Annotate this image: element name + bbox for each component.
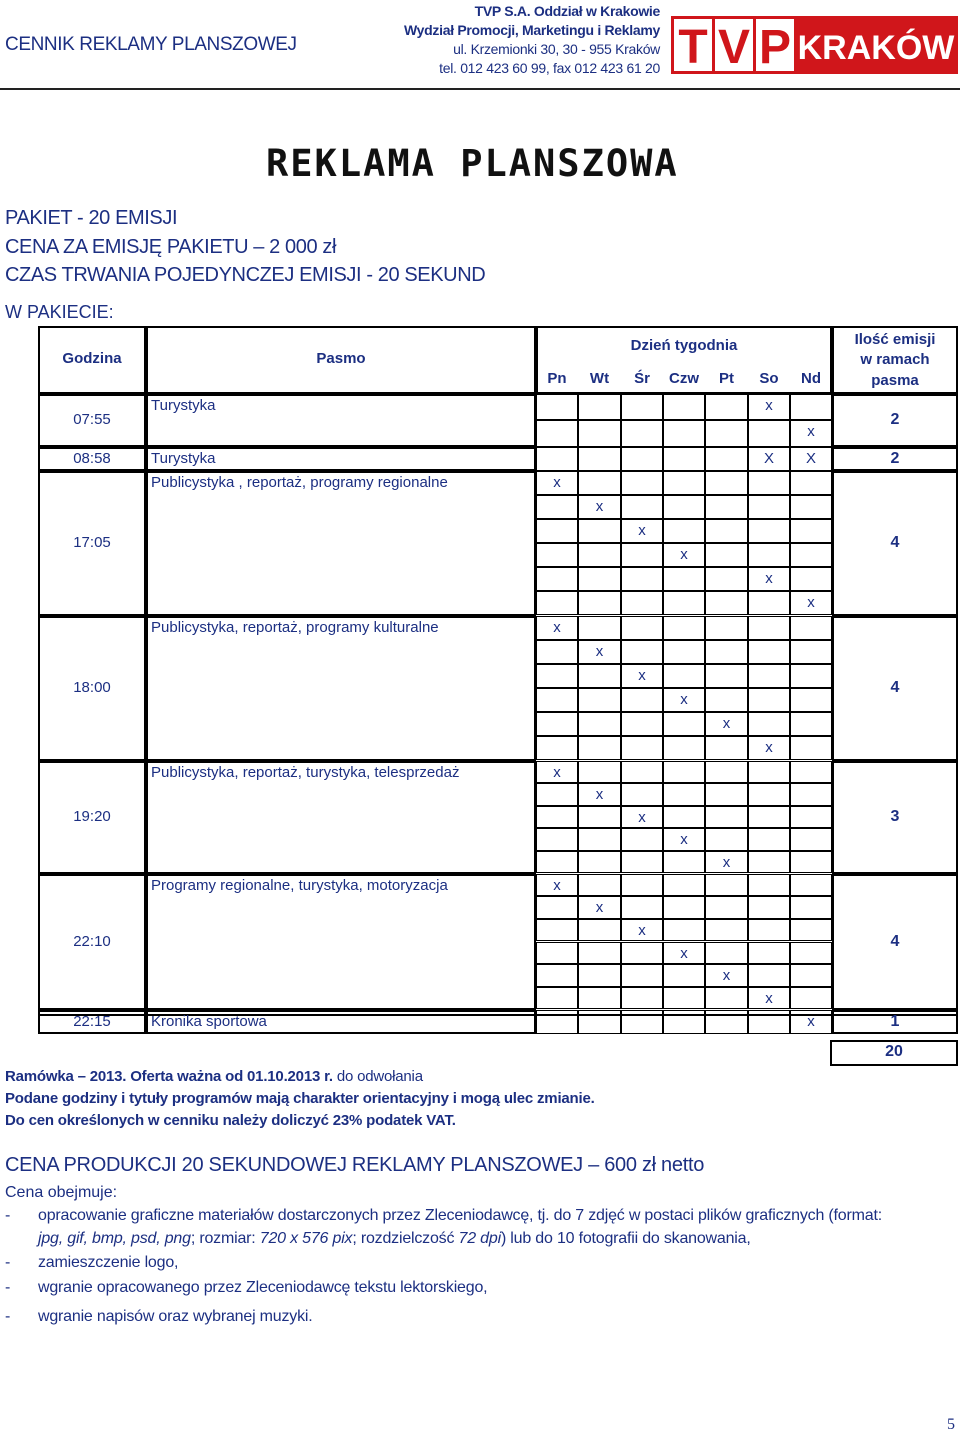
emission-mark: x <box>722 715 731 733</box>
day-cell <box>748 471 790 495</box>
production-item-graphics-text: opracowanie graficzne materiałów dostarczonych przez Zleceniodawcę, tj. do 7 zdjęć w postaci plików graficznych (format: <box>38 1207 882 1224</box>
day-cell <box>705 495 748 519</box>
day-cell <box>705 783 748 806</box>
day-cell <box>663 783 705 806</box>
day-cell <box>663 495 705 519</box>
day-cell <box>663 896 705 919</box>
package-emissions: PAKIET - 20 EMISJI <box>5 207 178 229</box>
emission-mark: x <box>638 808 646 826</box>
day-cell <box>790 828 832 851</box>
day-cell <box>748 543 790 567</box>
day-cell <box>621 591 663 615</box>
day-cell <box>578 919 621 942</box>
day-cell <box>536 806 578 829</box>
day-cell <box>536 394 578 420</box>
day-cell <box>748 851 790 874</box>
emission-count: 2 <box>890 411 900 429</box>
day-cell <box>578 471 621 495</box>
day-label: Wt <box>589 370 610 387</box>
band-label: Kronika sportowa <box>151 1012 267 1030</box>
day-cell <box>705 616 748 640</box>
day-cell <box>705 828 748 851</box>
production-includes-label: Cena obejmuje: <box>5 1184 118 1201</box>
day-cell <box>536 1010 578 1034</box>
day-cell <box>705 567 748 591</box>
day-cell <box>663 761 705 784</box>
total-value: 20 <box>885 1043 903 1060</box>
day-cell <box>790 874 832 897</box>
day-cell <box>748 761 790 784</box>
day-cell <box>536 828 578 851</box>
emission-mark: x <box>680 831 688 849</box>
day-cell <box>578 420 621 446</box>
day-cell <box>748 420 790 446</box>
day-cell <box>663 919 705 942</box>
emission-mark: x <box>553 763 561 781</box>
production-item-logo: - zamieszczenie logo, <box>5 1254 179 1271</box>
day-cell <box>790 896 832 919</box>
day-cell <box>663 471 705 495</box>
emission-count: 4 <box>890 932 900 950</box>
day-cell <box>621 736 663 760</box>
day-cell <box>705 896 748 919</box>
day-cell <box>790 736 832 760</box>
day-cell <box>621 495 663 519</box>
emission-count: 2 <box>890 449 900 467</box>
emission-mark: x <box>595 497 604 515</box>
day-cell <box>621 828 663 851</box>
day-cell <box>621 712 663 736</box>
band-cell <box>146 616 536 761</box>
band-cell <box>146 471 536 616</box>
day-cell <box>705 447 748 471</box>
svg-text:T: T <box>678 21 708 74</box>
emission-mark: x <box>765 989 773 1007</box>
hour-value: 22:15 <box>73 1012 111 1030</box>
day-cell <box>705 874 748 897</box>
day-cell <box>536 987 578 1010</box>
offer-validity-main: Ramówka – 2013. Oferta ważna od 01.10.2013 r. <box>5 1068 333 1085</box>
hour-value: 08:58 <box>73 449 111 467</box>
emission-count: 4 <box>890 679 900 696</box>
band-label: Publicystyka, reportaż, turystyka, telesprzedaż <box>151 763 460 781</box>
day-cell <box>621 420 663 446</box>
emission-mark: x <box>807 1012 815 1030</box>
emission-mark: x <box>553 618 561 636</box>
band-label: Publicystyka , reportaż, programy regionalne <box>151 473 448 491</box>
emission-mark: X <box>805 449 816 467</box>
in-package-label: W PAKIECIE: <box>5 302 114 322</box>
emission-mark: x <box>807 594 815 612</box>
day-cell <box>748 828 790 851</box>
hour-value: 18:00 <box>73 679 111 696</box>
day-cell <box>663 664 705 688</box>
day-cell <box>621 964 663 987</box>
day-cell <box>621 942 663 965</box>
day-cell <box>748 783 790 806</box>
emission-mark: x <box>638 921 646 939</box>
day-cell <box>663 712 705 736</box>
day-cell <box>536 447 578 471</box>
day-cell <box>790 806 832 829</box>
day-cell <box>578 664 621 688</box>
emission-mark: x <box>765 739 773 757</box>
day-cell <box>578 616 621 640</box>
day-cell <box>663 1010 705 1034</box>
day-cell <box>663 851 705 874</box>
day-cell <box>578 447 621 471</box>
hour-value: 19:20 <box>73 808 111 825</box>
day-cell <box>663 420 705 446</box>
day-cell <box>536 495 578 519</box>
day-cell <box>790 495 832 519</box>
emission-count: 3 <box>890 808 900 825</box>
day-cell <box>578 942 621 965</box>
emission-mark: x <box>765 570 773 588</box>
day-cell <box>790 394 832 420</box>
day-cell <box>705 1010 748 1034</box>
day-cell <box>748 1010 790 1034</box>
day-cell <box>578 394 621 420</box>
day-cell <box>536 712 578 736</box>
header-count-line1: Ilość emisji <box>854 331 936 348</box>
day-cell <box>578 519 621 543</box>
header-band: Pasmo <box>316 350 366 367</box>
day-cell <box>621 761 663 784</box>
production-price-title: CENA PRODUKCJI 20 SEKUNDOWEJ REKLAMY PLANSZOWEJ – 600 zł netto <box>5 1154 705 1176</box>
day-cell <box>536 851 578 874</box>
band-cell <box>146 874 536 1010</box>
company-phone: tel. 012 423 60 99, fax 012 423 61 20 <box>439 60 660 76</box>
emission-count: 1 <box>890 1012 900 1030</box>
day-cell <box>578 712 621 736</box>
day-cell <box>790 471 832 495</box>
day-cell <box>578 688 621 712</box>
day-cell <box>621 394 663 420</box>
day-cell <box>536 942 578 965</box>
day-cell <box>748 964 790 987</box>
day-cell <box>578 964 621 987</box>
day-cell <box>790 712 832 736</box>
emission-mark: x <box>595 786 604 804</box>
day-cell <box>748 616 790 640</box>
emission-mark: x <box>638 521 646 539</box>
day-cell <box>790 640 832 664</box>
day-cell <box>536 519 578 543</box>
emission-mark: x <box>680 944 688 962</box>
day-cell <box>748 519 790 543</box>
day-cell <box>705 736 748 760</box>
day-cell <box>663 616 705 640</box>
production-item-music: - wgranie napisów oraz wybranej muzyki. <box>5 1308 313 1325</box>
emission-mark: x <box>638 666 646 684</box>
day-cell <box>790 543 832 567</box>
day-cell <box>536 964 578 987</box>
day-label: Czw <box>669 370 699 387</box>
day-label: So <box>759 370 779 387</box>
day-cell <box>621 640 663 664</box>
day-cell <box>748 874 790 897</box>
day-cell <box>748 896 790 919</box>
day-cell <box>705 420 748 446</box>
day-cell <box>621 1010 663 1034</box>
day-cell <box>705 806 748 829</box>
emission-count: 4 <box>890 534 900 551</box>
company-department: Wydział Promocji, Marketingu i Reklamy <box>404 22 660 38</box>
production-item-voiceover: - wgranie opracowanego przez Zleceniodawcę tekstu lektorskiego, <box>5 1279 488 1296</box>
day-cell <box>621 543 663 567</box>
day-cell <box>621 896 663 919</box>
day-cell <box>621 616 663 640</box>
day-cell <box>578 591 621 615</box>
day-cell <box>536 567 578 591</box>
day-cell <box>578 828 621 851</box>
day-cell <box>578 1010 621 1034</box>
page-heading: REKLAMA PLANSZOWA <box>266 142 679 185</box>
day-cell <box>705 519 748 543</box>
day-cell <box>621 688 663 712</box>
day-cell <box>621 851 663 874</box>
day-cell <box>578 567 621 591</box>
day-cell <box>790 987 832 1010</box>
day-cell <box>790 942 832 965</box>
emission-mark: x <box>680 546 688 563</box>
day-cell <box>790 851 832 874</box>
day-cell <box>663 987 705 1010</box>
band-label: Turystyka <box>151 397 216 414</box>
page-number: 5 <box>947 1416 955 1433</box>
day-cell <box>748 942 790 965</box>
day-cell <box>705 591 748 615</box>
emission-mark: x <box>680 691 688 708</box>
day-cell <box>748 664 790 688</box>
day-cell <box>536 664 578 688</box>
day-cell <box>536 783 578 806</box>
offer-validity-suffix: do odwołania <box>332 1068 423 1085</box>
emission-mark: x <box>553 876 561 894</box>
day-cell <box>578 806 621 829</box>
day-label: Pn <box>547 370 567 387</box>
day-cell <box>621 874 663 897</box>
company-street: ul. Krzemionki 30, 30 - 955 Kraków <box>453 41 660 57</box>
day-cell <box>705 640 748 664</box>
hour-value: 22:10 <box>73 932 111 950</box>
emission-mark: X <box>763 449 774 467</box>
day-cell <box>578 987 621 1010</box>
header-days: Dzień tygodnia <box>630 337 738 354</box>
header-count-line3: pasma <box>871 372 919 389</box>
company-name: TVP S.A. Oddział w Krakowie <box>474 3 660 19</box>
day-cell <box>705 942 748 965</box>
day-cell <box>748 712 790 736</box>
emission-mark: x <box>722 967 731 985</box>
emission-mark: x <box>722 853 731 871</box>
day-cell <box>663 874 705 897</box>
day-cell <box>748 640 790 664</box>
day-cell <box>790 519 832 543</box>
day-cell <box>790 783 832 806</box>
day-cell <box>790 964 832 987</box>
day-cell <box>663 394 705 420</box>
day-cell <box>663 567 705 591</box>
band-label: Turystyka <box>151 449 216 467</box>
day-cell <box>705 987 748 1010</box>
day-cell <box>578 851 621 874</box>
day-cell <box>790 567 832 591</box>
day-cell <box>663 964 705 987</box>
day-cell <box>536 736 578 760</box>
day-cell <box>748 688 790 712</box>
day-cell <box>621 567 663 591</box>
svg-text:P: P <box>758 21 792 74</box>
header-hour: Godzina <box>62 350 122 367</box>
day-cell <box>578 874 621 897</box>
emission-mark: x <box>595 899 604 917</box>
day-cell <box>705 761 748 784</box>
day-cell <box>748 495 790 519</box>
day-cell <box>578 761 621 784</box>
day-cell <box>663 447 705 471</box>
band-label: Programy regionalne, turystyka, motoryzacja <box>151 876 448 894</box>
day-label: Śr <box>634 370 650 387</box>
emission-mark: x <box>765 397 773 414</box>
day-cell <box>536 543 578 567</box>
day-cell <box>621 471 663 495</box>
day-cell <box>790 688 832 712</box>
day-cell <box>705 688 748 712</box>
emission-mark: x <box>807 423 815 441</box>
day-cell <box>536 640 578 664</box>
disclaimer-note: Podane godziny i tytuły programów mają charakter orientacyjny i mogą ulec zmianie. <box>5 1090 595 1107</box>
day-cell <box>705 394 748 420</box>
day-cell <box>790 761 832 784</box>
emission-mark: x <box>595 642 604 660</box>
day-label: Nd <box>801 370 821 387</box>
day-cell <box>621 783 663 806</box>
day-cell <box>663 519 705 543</box>
day-label: Pt <box>719 370 734 387</box>
header-count-line2: w ramach <box>860 351 930 368</box>
day-cell <box>705 471 748 495</box>
hour-value: 07:55 <box>73 411 111 429</box>
day-cell <box>621 447 663 471</box>
day-cell <box>663 736 705 760</box>
day-cell <box>790 616 832 640</box>
day-cell <box>621 987 663 1010</box>
day-cell <box>536 688 578 712</box>
vat-note: Do cen określonych w cenniku należy doliczyć 23% podatek VAT. <box>5 1112 456 1129</box>
production-item-graphics-cont: jpg, gif, bmp, psd, png; rozmiar: 720 x 576 pix; rozdzielczość 72 dpi) lub do 10 fotografii do skanowania, <box>38 1230 751 1247</box>
day-cell <box>578 736 621 760</box>
band-label: Publicystyka, reportaż, programy kulturalne <box>151 618 439 636</box>
day-cell <box>748 591 790 615</box>
day-cell <box>663 591 705 615</box>
production-item-graphics: - opracowanie graficzne materiałów dostarczonych przez Zleceniodawcę, tj. do 7 zdjęć w postaci plików graficznych (format: <box>5 1207 882 1224</box>
package-duration: CZAS TRWANIA POJEDYNCZEJ EMISJI - 20 SEKUND <box>5 264 486 286</box>
svg-text:KRAKÓW: KRAKÓW <box>797 29 955 67</box>
day-cell <box>663 640 705 664</box>
day-cell <box>705 664 748 688</box>
day-cell <box>536 591 578 615</box>
emission-mark: x <box>553 473 561 491</box>
day-cell <box>748 806 790 829</box>
package-price: CENA ZA EMISJĘ PAKIETU – 2 000 zł <box>5 236 336 258</box>
day-cell <box>705 543 748 567</box>
day-cell <box>790 664 832 688</box>
day-cell <box>705 919 748 942</box>
offer-validity <box>5 1068 423 1085</box>
day-cell <box>536 919 578 942</box>
day-cell <box>663 806 705 829</box>
day-cell <box>790 919 832 942</box>
day-cell <box>578 543 621 567</box>
day-cell <box>536 896 578 919</box>
day-cell <box>536 420 578 446</box>
svg-text:V: V <box>717 21 751 74</box>
hour-value: 17:05 <box>73 534 111 551</box>
document-title: CENNIK REKLAMY PLANSZOWEJ <box>5 34 297 55</box>
day-cell <box>748 919 790 942</box>
